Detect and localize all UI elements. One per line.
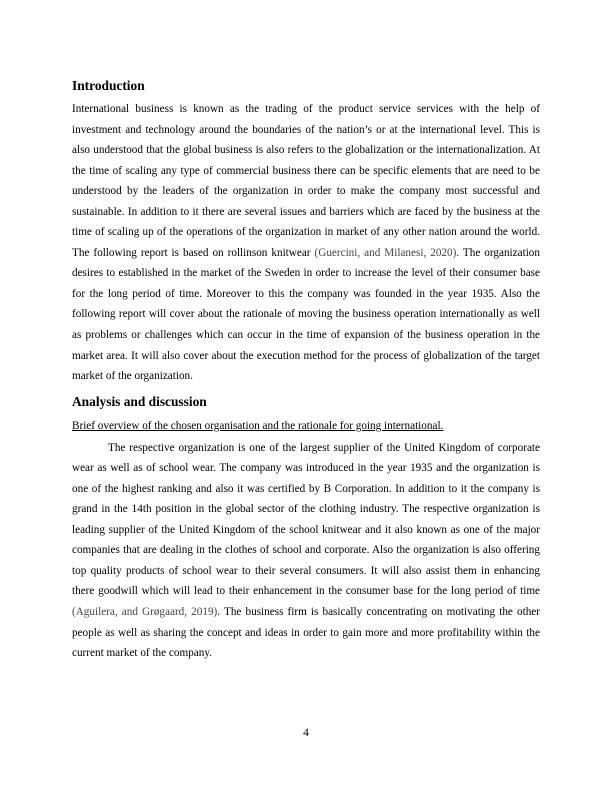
introduction-text-end: . The organization desires to established in the market of the Sweden in order to increase the level of their consumer base for the long period of time. Moreover to this the company was founded in the year 1935. Also the following report will cover about the rationale of moving the business operation internationally as well as problems or challenges which can occur in the time of expansion of the business operation in the market area. It will also cover about the execution method for the process of globalization of the target market of the organization. <box>72 246 540 383</box>
analysis-paragraph <box>72 438 540 664</box>
analysis-text-end: . The business firm is basically concentrating on motivating the other people as well as sharing the concept and ideas in order to gain more and more profitability within the current market of the company. <box>72 606 540 660</box>
analysis-citation: (Aguilera, and Grøgaard, 2019) <box>72 606 218 619</box>
introduction-paragraph <box>72 99 540 387</box>
introduction-heading: Introduction <box>72 78 145 93</box>
introduction-text-start: International business is known as the trading of the product service services with the help of investment and technology around the boundaries of the nation’s or at the international level. This is also understood that the global business is also refers to the globalization or the internationalization. At the time of scaling any type of commercial business there can be specific elements that are need to be understood by the leaders of the organization in order to make the company most successful and sustainable. In addition to it there are several issues and barriers which are faced by the business at the time of scaling up of the operations of the organization in market of any other nation around the world. The following report is based on rollinson knitwear <box>72 103 540 259</box>
overview-subheading: Brief overview of the chosen organisation and the rationale for going international. <box>72 419 444 432</box>
page-content <box>72 77 540 664</box>
page-number: 4 <box>303 727 309 739</box>
introduction-citation: (Guercini, and Milanesi, 2020) <box>314 246 457 259</box>
analysis-text-start: The respective organization is one of the largest supplier of the United Kingdom of corporate wear as well as of school wear. The company was introduced in the year 1935 and the organization is one of the highest ranking and also it was certified by B Corporation. In addition to it the company is grand in the 14th position in the global sector of the clothing industry. The respective organization is leading supplier of the United Kingdom of the school knitwear and it also known as one of the major companies that are dealing in the clothes of school and corporate. Also the organization is also offering top quality products of school wear to their several consumers. It will also assist them in enhancing there goodwill which will lead to their enhancement in the consumer base for the long period of time <box>72 441 540 598</box>
analysis-heading: Analysis and discussion <box>72 393 207 409</box>
